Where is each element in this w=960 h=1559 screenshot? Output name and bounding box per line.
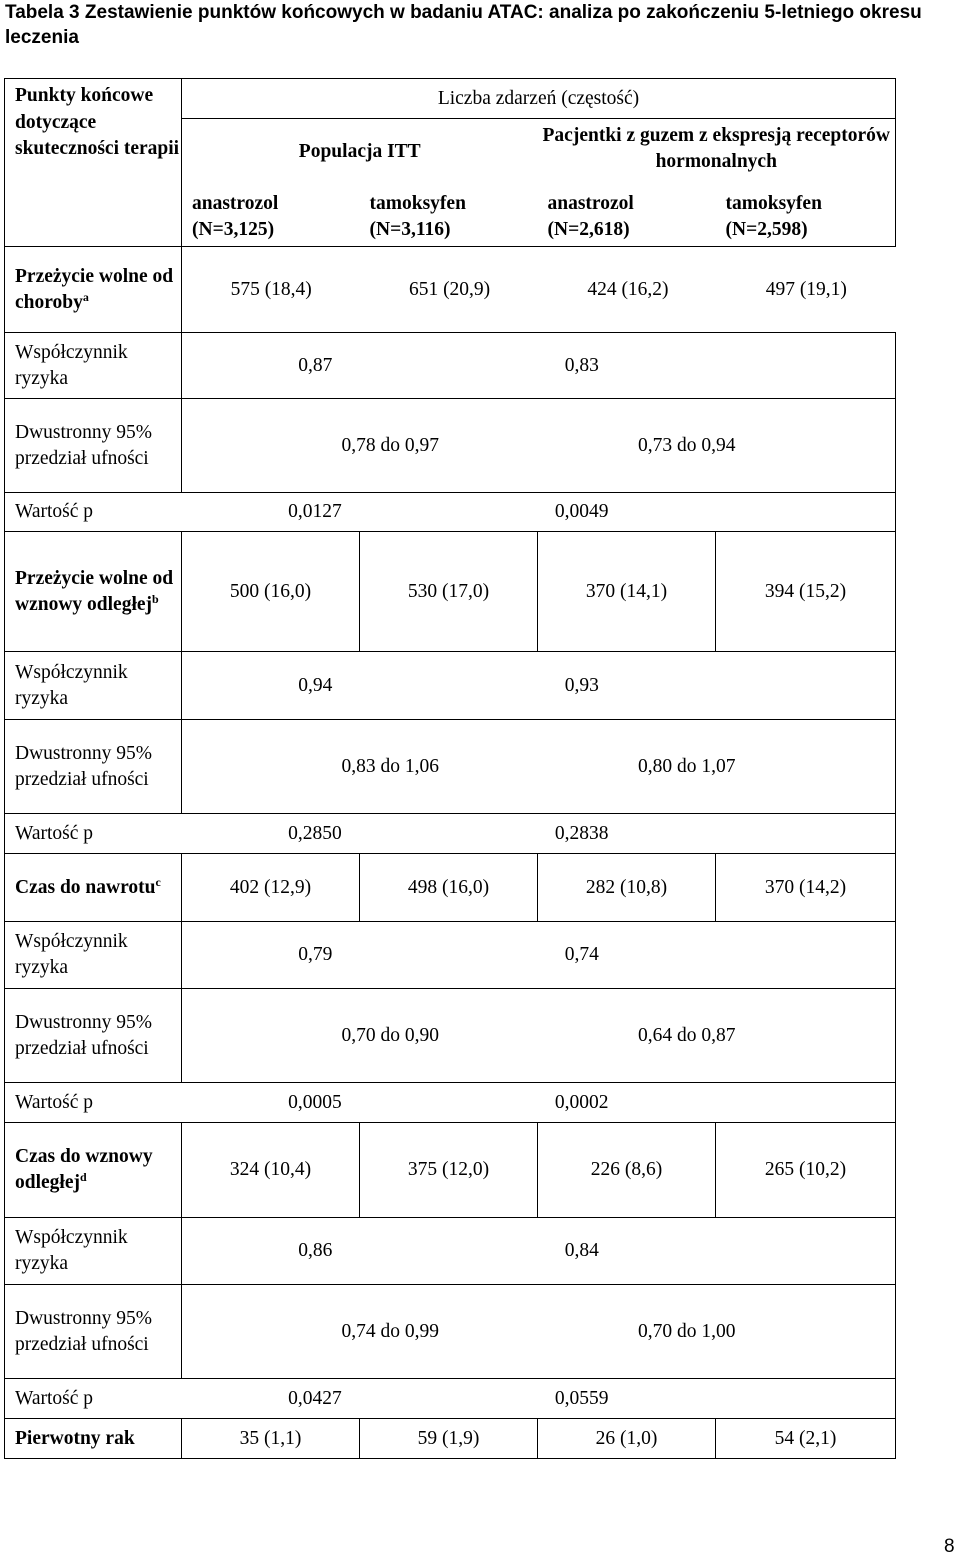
- confidence-interval-row: [182, 399, 896, 493]
- hazard-ratio-value: 0,83: [564, 354, 599, 376]
- hazard-ratio-label: Współczynnik ryzyka: [5, 333, 182, 399]
- events-value: 324 (10,4): [182, 1123, 360, 1218]
- events-value: 497 (19,1): [765, 278, 847, 300]
- endpoint-name: Czas do nawrotu$^c$: [5, 854, 182, 922]
- page-number: 8: [944, 1536, 955, 1557]
- p-value: 0,0127: [288, 501, 342, 522]
- hazard-ratio-value: 0,74: [564, 944, 599, 965]
- p-value: 0,0005: [288, 1091, 342, 1113]
- hazard-ratio-label: Współczynnik ryzyka: [5, 1218, 182, 1285]
- p-value: 0,0049: [554, 501, 609, 522]
- hazard-ratio-value: 0,84: [564, 1240, 599, 1261]
- confidence-interval-value: 0,78 do 0,97: [341, 434, 439, 456]
- hazard-ratio-value: 0,86: [298, 1240, 333, 1261]
- primary-cancer-label: Pierwotny rak: [5, 1419, 182, 1459]
- confidence-interval-value: 0,70 do 0,90: [341, 1024, 439, 1046]
- p-value: 0,2850: [288, 822, 342, 844]
- header-hr-positive: Pacjentki z guzem z ekspresją receptorów hormonalnych: [538, 119, 896, 185]
- p-value-row: [182, 814, 896, 854]
- endpoint-name: Przeżycie wolne od choroby$^a$: [5, 247, 182, 333]
- events-value: 226 (8,6): [538, 1123, 716, 1218]
- confidence-interval-value: 0,64 do 0,87: [638, 1024, 736, 1046]
- p-value-label: Wartość p: [5, 814, 182, 854]
- confidence-interval-value: 0,83 do 1,06: [341, 755, 439, 777]
- p-value-row: [182, 1083, 896, 1123]
- p-value-row: [182, 493, 896, 532]
- atac-endpoints-table: [4, 78, 896, 1459]
- hazard-ratio-value: 0,87: [298, 354, 333, 376]
- endpoint-name: Czas do wznowy odległej$^d$: [5, 1123, 182, 1218]
- hazard-ratio-row: [182, 652, 896, 720]
- hazard-ratio-row: [182, 333, 896, 399]
- p-value: 0,0559: [554, 1387, 609, 1409]
- hazard-ratio-value: 0,94: [298, 674, 333, 696]
- confidence-interval-value: 0,74 do 0,99: [341, 1320, 439, 1342]
- confidence-interval-row: [182, 720, 896, 814]
- hazard-ratio-row: [182, 922, 896, 989]
- events-value: 375 (12,0): [360, 1123, 538, 1218]
- events-value: 370 (14,2): [716, 854, 896, 922]
- events-value: 500 (16,0): [182, 532, 360, 652]
- events-value: 370 (14,1): [538, 532, 716, 652]
- events-value: 530 (17,0): [360, 532, 538, 652]
- events-value: 498 (16,0): [360, 854, 538, 922]
- hazard-ratio-label: Współczynnik ryzyka: [5, 652, 182, 720]
- header-events: Liczba zdarzeń (częstość): [182, 79, 896, 119]
- header-arm-itt-anastrozol: anastrozol (N=3,125): [182, 185, 360, 247]
- p-value-label: Wartość p: [5, 1083, 182, 1123]
- primary-cancer-value: 26 (1,0): [538, 1419, 716, 1459]
- p-value: 0,0427: [288, 1387, 342, 1409]
- confidence-interval-label: Dwustronny 95% przedział ufności: [5, 1285, 182, 1379]
- events-value: 424 (16,2): [587, 278, 669, 300]
- header-arm-hr-tamoksyfen: tamoksyfen (N=2,598): [716, 185, 896, 247]
- events-value: 282 (10,8): [538, 854, 716, 922]
- events-value: 394 (15,2): [716, 532, 896, 652]
- confidence-interval-label: Dwustronny 95% przedział ufności: [5, 399, 182, 493]
- header-itt: Populacja ITT: [182, 119, 538, 185]
- confidence-interval-row: [182, 1285, 896, 1379]
- p-value-row: [182, 1379, 896, 1419]
- confidence-interval-value: 0,73 do 0,94: [638, 434, 736, 456]
- events-value: 651 (20,9): [408, 278, 491, 300]
- confidence-interval-row: [182, 989, 896, 1083]
- p-value: 0,0002: [554, 1091, 609, 1113]
- events-row: [182, 247, 896, 333]
- header-endpoint-column: Punkty końcowe dotyczące skuteczności terapii: [5, 79, 182, 247]
- p-value-label: Wartość p: [5, 493, 182, 532]
- events-value: 402 (12,9): [182, 854, 360, 922]
- confidence-interval-value: 0,80 do 1,07: [638, 755, 736, 777]
- confidence-interval-label: Dwustronny 95% przedział ufności: [5, 720, 182, 814]
- hazard-ratio-value: 0,79: [298, 944, 333, 965]
- header-arm-hr-anastrozol: anastrozol (N=2,618): [538, 185, 716, 247]
- header-arm-itt-tamoksyfen: tamoksyfen (N=3,116): [360, 185, 538, 247]
- confidence-interval-label: Dwustronny 95% przedział ufności: [5, 989, 182, 1083]
- hazard-ratio-label: Współczynnik ryzyka: [5, 922, 182, 989]
- events-value: 575 (18,4): [230, 278, 312, 300]
- primary-cancer-value: 59 (1,9): [360, 1419, 538, 1459]
- hazard-ratio-value: 0,93: [564, 674, 599, 696]
- endpoint-name: Przeżycie wolne od wznowy odległej$^b$: [5, 532, 182, 652]
- events-value: 265 (10,2): [716, 1123, 896, 1218]
- primary-cancer-value: 35 (1,1): [182, 1419, 360, 1459]
- primary-cancer-value: 54 (2,1): [716, 1419, 896, 1459]
- p-value: 0,2838: [554, 822, 609, 844]
- confidence-interval-value: 0,70 do 1,00: [638, 1320, 736, 1342]
- hazard-ratio-row: [182, 1218, 896, 1285]
- table-caption: Tabela 3 Zestawienie punktów końcowych w badaniu ATAC: analiza po zakończeniu 5-letniego okresu leczenia: [5, 2, 922, 48]
- p-value-label: Wartość p: [5, 1379, 182, 1419]
